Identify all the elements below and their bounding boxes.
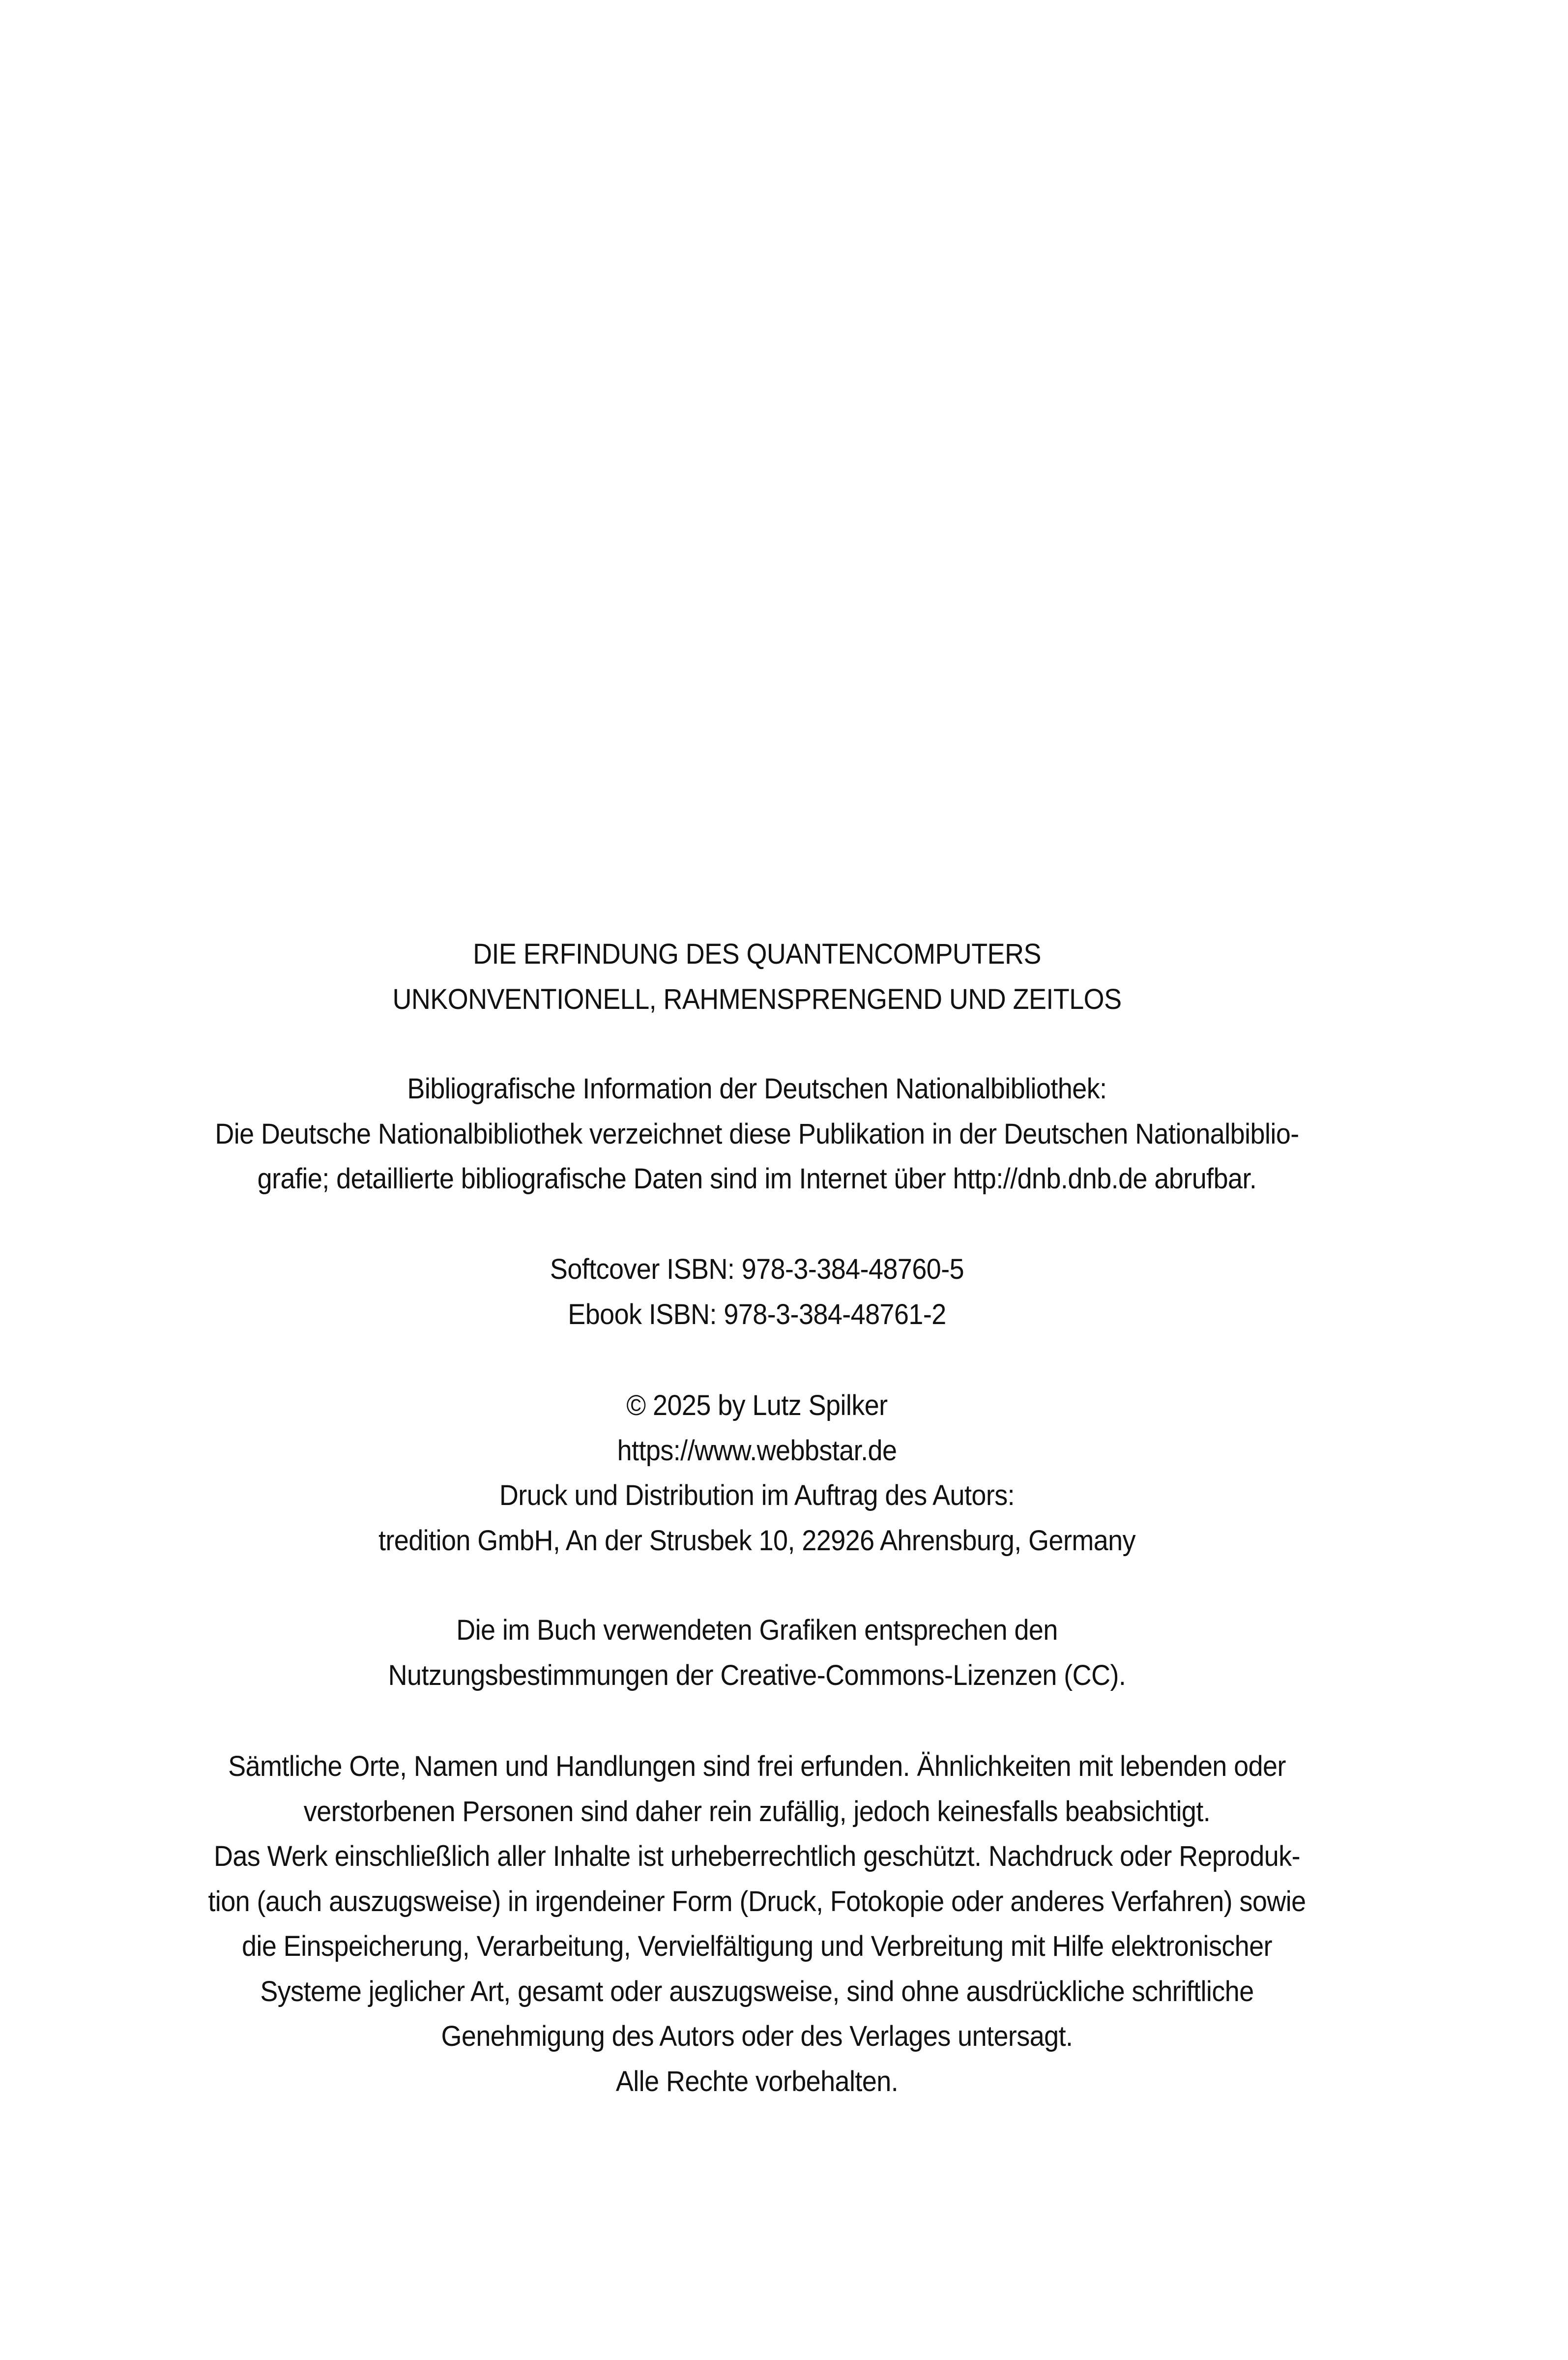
ebook-isbn: Ebook ISBN: 978-3-384-48761-2 bbox=[568, 1298, 946, 1330]
bibliographic-text-line: Die Deutsche Nationalbibliothek verzeichnet diese Publikation in der Deutschen Nationalbiblio- bbox=[215, 1118, 1299, 1150]
copyright-block bbox=[53, 1383, 1461, 1563]
legal-line: Sämtliche Orte, Namen und Handlungen sind frei erfunden. Ähnlichkeiten mit lebenden oder bbox=[228, 1750, 1286, 1782]
bibliographic-text-line: grafie; detaillierte bibliografische Daten sind im Internet über http://dnb.dnb.de abrufbar. bbox=[257, 1163, 1257, 1195]
bibliographic-info-block bbox=[53, 1066, 1461, 1202]
publisher-address: tredition GmbH, An der Strusbek 10, 22926 Ahrensburg, Germany bbox=[378, 1524, 1136, 1557]
isbn-block bbox=[53, 1247, 1461, 1337]
print-distribution-line: Druck und Distribution im Auftrag des Autors: bbox=[499, 1479, 1015, 1511]
legal-line: Systeme jeglicher Art, gesamt oder auszugsweise, sind ohne ausdrückliche schriftliche bbox=[260, 1975, 1254, 2007]
legal-line: Genehmigung des Autors oder des Verlages untersagt. bbox=[441, 2020, 1073, 2052]
legal-line: die Einspeicherung, Verarbeitung, Vervielfältigung und Verbreitung mit Hilfe elektronischer bbox=[241, 1930, 1273, 1962]
copyright-notice: © 2025 by Lutz Spilker bbox=[626, 1389, 888, 1421]
softcover-isbn: Softcover ISBN: 978-3-384-48760-5 bbox=[550, 1253, 964, 1285]
book-title: DIE ERFINDUNG DES QUANTENCOMPUTERS bbox=[473, 938, 1041, 970]
graphics-license-line: Nutzungsbestimmungen der Creative-Commons-Lizenzen (CC). bbox=[388, 1659, 1126, 1691]
author-website: https://www.webbstar.de bbox=[617, 1434, 897, 1467]
graphics-license-line: Die im Buch verwendeten Grafiken entsprechen den bbox=[456, 1614, 1058, 1646]
legal-line: Das Werk einschließlich aller Inhalte ist urheberrechtlich geschützt. Nachdruck oder Reproduk- bbox=[213, 1840, 1301, 1872]
legal-disclaimer-block bbox=[53, 1744, 1461, 2104]
bibliographic-heading: Bibliografische Information der Deutschen Nationalbibliothek: bbox=[407, 1073, 1107, 1105]
graphics-license-block bbox=[53, 1608, 1461, 1698]
book-subtitle: UNKONVENTIONELL, RAHMENSPRENGEND UND ZEITLOS bbox=[392, 983, 1122, 1015]
legal-line: tion (auch auszugsweise) in irgendeiner Form (Druck, Fotokopie oder anderes Verfahren) sowie bbox=[208, 1885, 1306, 1918]
legal-line: verstorbenen Personen sind daher rein zufällig, jedoch keinesfalls beabsichtigt. bbox=[303, 1795, 1211, 1828]
all-rights-reserved: Alle Rechte vorbehalten. bbox=[615, 2065, 899, 2097]
book-title-block bbox=[53, 932, 1461, 1022]
